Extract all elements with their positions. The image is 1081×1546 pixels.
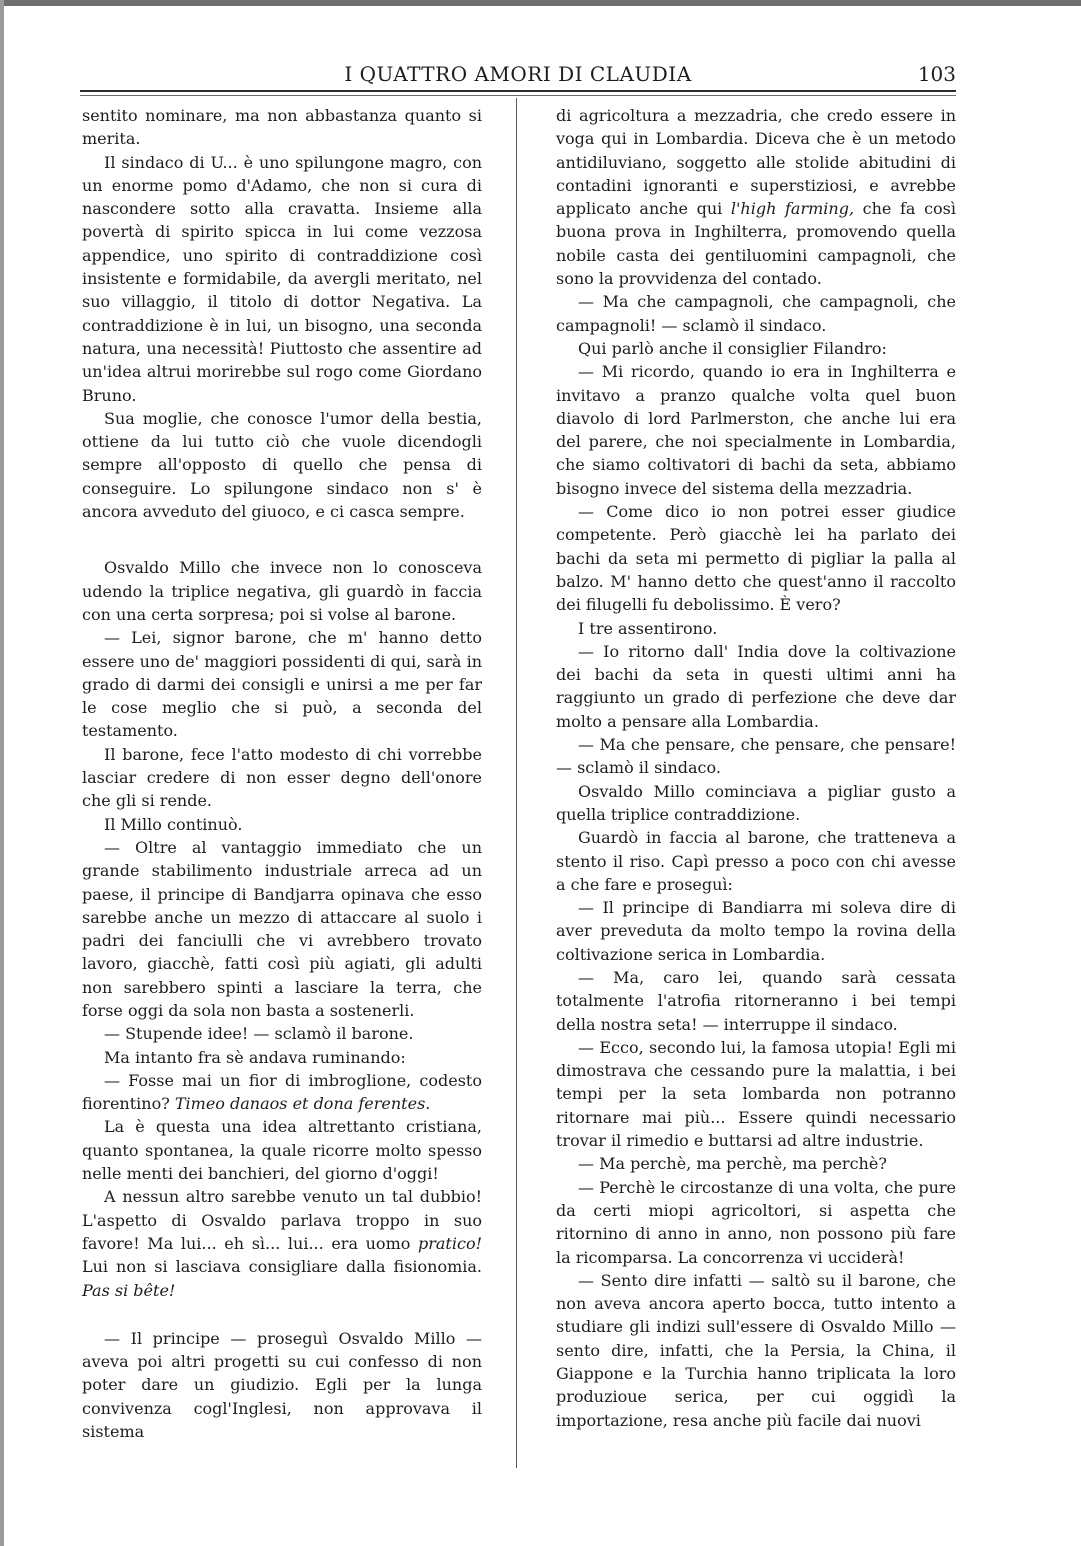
paragraph [556, 104, 956, 290]
paragraph: Sua moglie, che conosce l'umor della bestia, ottiene da lui tutto ciò che vuole dicendogli sempre all'opposto di quello che pensa di conseguire. Lo spilungone sindaco non s' è ancora avveduto del giuoco, e ci casca sempre. [82, 408, 482, 522]
paragraph: Osvaldo Millo che invece non lo conosceva udendo la triplice negativa, gli guardò in faccia con una certa sorpresa; poi si volse al barone. [82, 558, 482, 624]
paragraph: Guardò in faccia al barone, che tratteneva a stento il riso. Capì presso a poco con chi avesse a che fare e proseguì: [556, 828, 956, 894]
paragraph: Qui parlò anche il consiglier Filandro: [578, 338, 887, 358]
paragraph-text: di agricoltura a mezzadria, che credo essere in voga qui in Lombardia. Diceva che è un metodo antidiluviano, soggetto alle stolide abitudini di contadini ignoranti e superstiziosi, e avrebbe applicato anche qui [556, 106, 956, 219]
column-divider [516, 98, 517, 1468]
paragraph: — Stupende idee! — sclamò il barone. [104, 1024, 414, 1044]
paragraph [82, 1185, 482, 1301]
italic-phrase: l'high farming, [730, 199, 855, 219]
paragraph: — Sento dire infatti — saltò su il barone, che non aveva ancora aperto bocca, tutto intento a studiare gli indizi sull'essere di Osvaldo Millo — sento dire, infatti, che la Persia, la China, il Giappone e la Turchia hanno triplicata la loro produzioue serica, per cui oggidì la importazione, resa anche più facile dai nuovi [556, 1270, 956, 1430]
paragraph: — Oltre al vantaggio immediato che un grande stabilimento industriale arreca ad un paese, il principe di Bandjarra opinava che esso sarebbe anche un mezzo di attaccare al suolo i padri dei fanciulli che vi avrebbero trovato lavoro, giacchè, fatti così più agiati, gli adulti non sarebbero spinti a lasciare la terra, che forse oggi da sola non basta a sostenerli. [82, 837, 482, 1020]
paragraph: — Mi ricordo, quando io era in Inghilterra e invitavo a pranzo qualche volta quel buon diavolo di lord Parlmerston, che anche lui era del parere, che noi specialmente in Lombardia, che siamo coltivatori di bachi da seta, abbiamo bisogno invece del sistema della mezzadria. [556, 362, 956, 498]
paragraph: — Perchè le circostanze di una volta, che pure da certi miopi agricoltori, si aspetta che ritornino di anno in anno, non possono più fare la ricomparsa. La concorrenza vi ucciderà! [556, 1177, 956, 1267]
paragraph-text: — Fosse mai un fior di imbroglione, codesto fiorentino? [82, 1070, 482, 1114]
paragraph: La è questa una idea altrettanto cristiana, quanto spontanea, la quale ricorre molto spesso nelle menti dei banchieri, del giorno d'oggi! [82, 1117, 482, 1184]
paragraph: — Il principe di Bandiarra mi soleva dire di aver preveduta da molto tempo la rovina della coltivazione serica in Lombardia. [556, 898, 956, 964]
header-rule-thin [80, 95, 956, 96]
paragraph: — Come dico io non potrei esser giudice competente. Però giacchè lei ha parlato dei bachi da seta mi permetto di pigliar la palla al balzo. M' hanno detto che quest'anno il raccolto dei filugelli fu debolissimo. È vero? [556, 502, 956, 615]
paragraph: — Lei, signor barone, che m' hanno detto essere uno de' maggiori possidenti di qui, sarà in grado di darmi dei consigli e unirsi a me per far le cose meglio che si può, a seconda del testamento. [82, 628, 482, 741]
latin-quote: Timeo danaos et dona ferentes. [174, 1094, 431, 1114]
paragraph: Il Millo continuò. [104, 814, 243, 834]
running-header [80, 60, 956, 90]
paragraph-text: Lui non si lasciava consigliare dalla fisionomia. [82, 1257, 482, 1277]
paragraph: Osvaldo Millo cominciava a pigliar gusto a quella triplice contraddizione. [556, 781, 956, 824]
header-rule [80, 90, 956, 92]
paragraph: Il sindaco di U... è uno spilungone magro, con un enorme pomo d'Adamo, che non si cura di nascondere sotto alla cravatta. Insieme alla povertà di spirito spicca in lui come vezzosa appendice, uno spirito di contraddizione così insistente e formidabile, da avergli meritato, nel suo villaggio, il titolo di dottor Negativa. La contraddizione è in lui, un bisogno, una seconda natura, una necessità! Piuttosto che assentire ad un'idea altrui morirebbe sul rogo come Giordano Bruno. [82, 152, 482, 405]
paragraph: — Ma, caro lei, quando sarà cessata totalmente l'atrofia ritorneranno i bei tempi della nostra seta! — interruppe il sindaco. [556, 967, 956, 1034]
paragraph: — Ma perchè, ma perchè, ma perchè? [578, 1154, 887, 1174]
paragraph: Ma intanto fra sè andava ruminando: [104, 1047, 406, 1067]
paragraph: Il barone, fece l'atto modesto di chi vorrebbe lasciar credere di non esser degno dell'onore che gli si rende. [82, 744, 482, 811]
paragraph: — Io ritorno dall' India dove la coltivazione dei bachi da seta in questi ultimi anni ha raggiunto un grado di perfezione che deve dar molto a pensare alla Lombardia. [556, 641, 956, 731]
paragraph: — Ma che pensare, che pensare, che pensare! — sclamò il sindaco. [556, 735, 956, 778]
paragraph [82, 1069, 482, 1116]
paragraph: — Ma che campagnoli, che campagnoli, che campagnoli! — sclamò il sindaco. [556, 292, 956, 335]
paragraph-text: che fa così buona prova in Inghilterra, promovendo quella nobile casta dei gentiluomini campagnoli, che sono la provvidenza del contado. [556, 199, 957, 289]
paragraph: — Ecco, secondo lui, la famosa utopia! Egli mi dimostrava che cessando pure la malattia, i bei tempi per la seta lombarda non potranno ritornare mai più... Essere quindi necessario trovar il rimedio e buttarsi ad altre industrie. [556, 1037, 956, 1151]
top-border [0, 0, 1081, 6]
running-title: I QUATTRO AMORI DI CLAUDIA [344, 62, 692, 86]
paragraph: I tre assentirono. [578, 618, 718, 638]
left-column [82, 104, 482, 1443]
page-left-edge [0, 0, 4, 1546]
french-quote: Pas si bête! [82, 1280, 176, 1300]
italic-word: pratico! [418, 1233, 482, 1253]
paragraph: sentito nominare, ma non abbastanza quanto si merita. [82, 106, 482, 149]
section-break [82, 523, 482, 556]
paragraph: — Il principe — proseguì Osvaldo Millo — aveva poi altri progetti su cui confesso di non poter dare un giudizio. Egli per la lunga convivenza cogl'Inglesi, non approvava il sistema [82, 1328, 482, 1442]
paragraph-text: A nessun altro sarebbe venuto un tal dubbio! L'aspetto di Osvaldo parlava troppo in suo favore! Ma lui... eh sì... lui... era uomo [82, 1187, 482, 1253]
section-break [82, 1302, 482, 1327]
page-number: 103 [917, 62, 956, 86]
right-column [556, 104, 956, 1432]
